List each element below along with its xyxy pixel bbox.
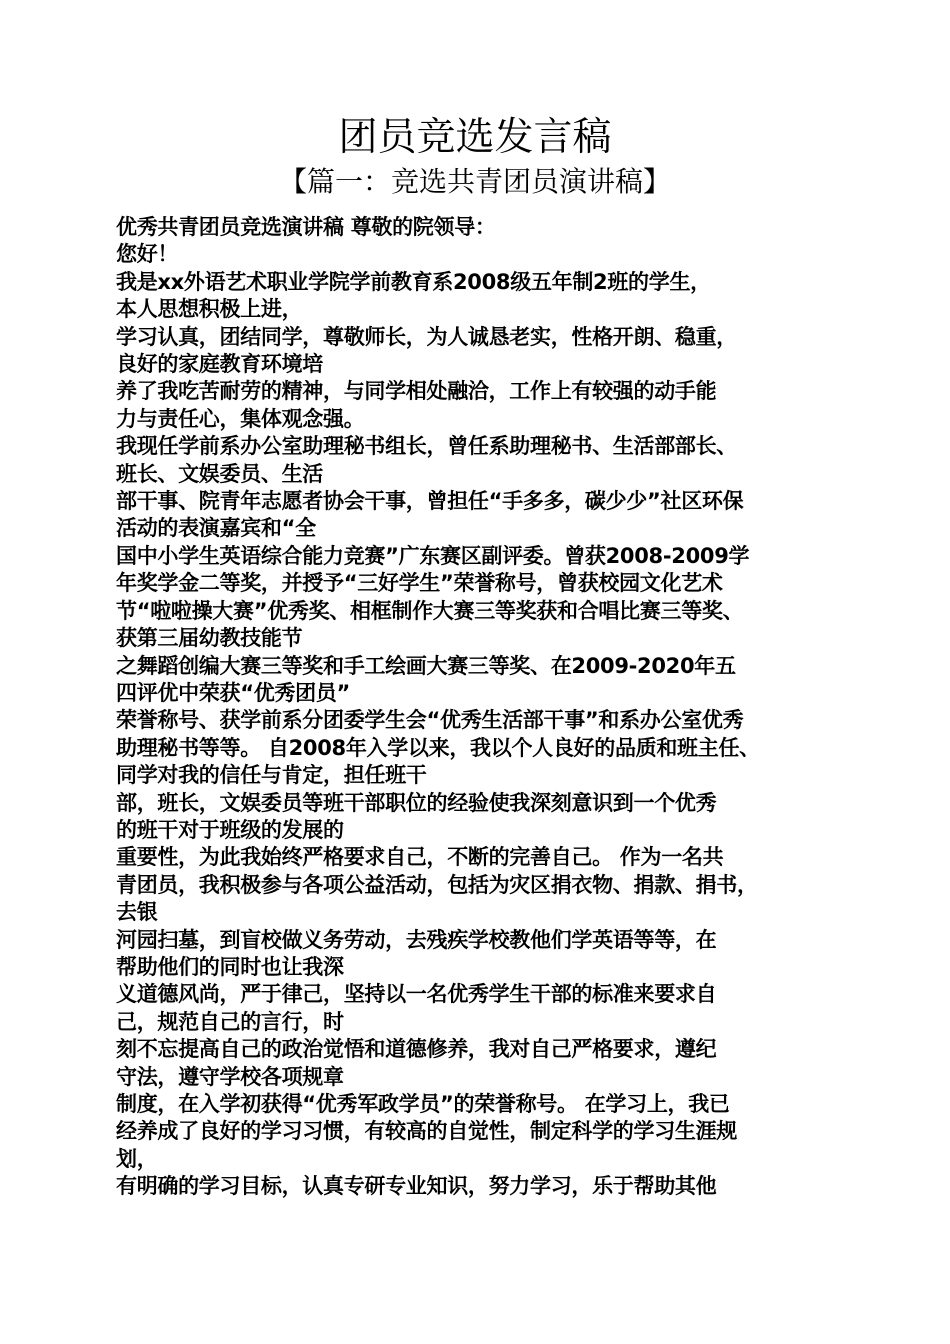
body-line: 养了我吃苦耐劳的精神，与同学相处融洽，工作上有较强的动手能	[116, 379, 717, 404]
document-subtitle: 【篇一：竞选共青团员演讲稿】	[278, 165, 671, 198]
body-line: 助理秘书等等。 自2008年入学以来，我以个人良好的品质和班主任、	[116, 735, 760, 760]
body-line: 己，规范自己的言行，时	[116, 1009, 344, 1034]
body-line: 守法，遵守学校各项规章	[116, 1064, 344, 1089]
body-line: 去银	[116, 900, 158, 925]
body-line: 荣誉称号、获学前系分团委学生会“优秀生活部干事”和系办公室优秀	[116, 708, 744, 733]
body-line: 部，班长，文娱委员等班干部职位的经验使我深刻意识到一个优秀	[116, 790, 717, 815]
body-line: 获第三届幼教技能节	[116, 626, 303, 651]
body-line: 河园扫墓，到盲校做义务劳动，去残疾学校教他们学英语等等，在	[116, 927, 717, 952]
body-line: 我是xx外语艺术职业学院学前教育系2008级五年制2班的学生，	[116, 269, 711, 294]
body-line: 同学对我的信任与肯定，担任班干	[116, 763, 427, 788]
body-line: 部干事、院青年志愿者协会干事，曾担任“手多多，碳少少”社区环保	[116, 489, 744, 514]
body-line: 优秀共青团员竞选演讲稿 尊敬的院领导：	[116, 215, 496, 239]
body-line: 四评优中荣获“优秀团员”	[116, 680, 351, 705]
body-line: 学习认真，团结同学，尊敬师长，为人诚恳老实，性格开朗、稳重，	[116, 324, 737, 349]
body-line: 的班干对于班级的发展的	[116, 817, 344, 842]
body-line: 义道德风尚，严于律己，坚持以一名优秀学生干部的标准来要求自	[116, 982, 717, 1007]
body-line: 制度，在入学初获得“优秀军政学员”的荣誉称号。 在学习上，我已	[116, 1092, 730, 1116]
body-line: 之舞蹈创编大赛三等奖和手工绘画大赛三等奖、在2009-2020年五	[116, 653, 736, 678]
body-line: 力与责任心，集体观念强。	[116, 406, 365, 431]
document-title: 团员竞选发言稿	[338, 115, 612, 160]
body-line: 年奖学金二等奖，并授予“三好学生”荣誉称号，曾获校园文化艺术	[116, 571, 723, 596]
body-line: 您好！	[116, 242, 179, 267]
body-line: 经养成了良好的学习习惯，有较高的自觉性，制定科学的学习生涯规	[116, 1119, 737, 1144]
body-line: 有明确的学习目标，认真专研专业知识，努力学习，乐于帮助其他	[116, 1174, 717, 1199]
body-line: 帮助他们的同时也让我深	[116, 954, 344, 979]
body-line: 班长、文娱委员、生活	[116, 461, 323, 486]
body-line: 国中小学生英语综合能力竞赛”广东赛区副评委。曾获2008-2009学	[116, 543, 750, 568]
body-line: 节“啦啦操大赛”优秀奖、相框制作大赛三等奖获和合唱比赛三等奖、	[116, 598, 744, 623]
body-line: 划，	[116, 1146, 158, 1171]
body-line: 刻不忘提高自己的政治觉悟和道德修养，我对自己严格要求，遵纪	[116, 1037, 717, 1062]
document-body	[116, 214, 856, 1201]
body-line: 活动的表演嘉宾和“全	[116, 516, 316, 541]
body-line: 重要性，为此我始终严格要求自己，不断的完善自己。 作为一名共	[116, 845, 724, 870]
body-line: 本人思想积极上进，	[116, 297, 303, 322]
body-line: 青团员，我积极参与各项公益活动，包括为灾区捐衣物、捐款、捐书，	[116, 872, 758, 897]
body-line: 我现任学前系办公室助理秘书组长，曾任系助理秘书、生活部部长、	[116, 434, 737, 459]
body-line: 良好的家庭教育环境培	[116, 352, 323, 377]
